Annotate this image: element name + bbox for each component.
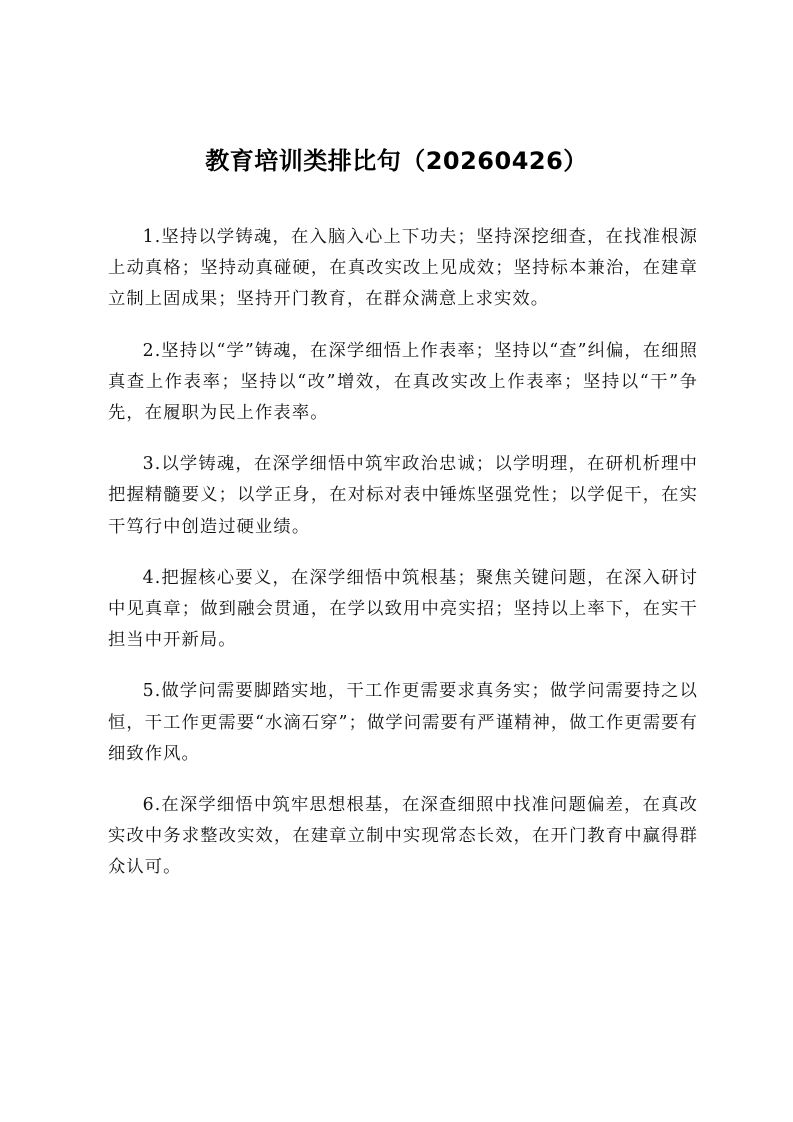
paragraph-5: 5.做学问需要脚踏实地，干工作更需要求真务实；做学问需要持之以恒，干工作更需要“水滴石穿”；做学问需要有严谨精神，做工作更需要有细致作风。 — [108, 681, 698, 764]
paragraph-4: 4.把握核心要义，在深学细悟中筑根基；聚焦关键问题，在深入研讨中见真章；做到融会贯通，在学以致用中亮实招；坚持以上率下，在实干担当中开新局。 — [108, 567, 698, 651]
paragraph-2: 2.坚持以“学”铸魂，在深学细悟上作表率；坚持以“查”纠偏，在细照真查上作表率；坚持以“改”增效，在真改实改上作表率；坚持以“干”争先，在履职为民上作表率。 — [108, 340, 698, 424]
document-title: 教育培训类排比句（20260426） — [205, 147, 588, 175]
paragraph-1: 1.坚持以学铸魂，在入脑入心上下功夫；坚持深挖细查，在找准根源上动真格；坚持动真碰硬，在真改实改上见成效；坚持标本兼治，在建章立制上固成果；坚持开门教育，在群众满意上求实效。 — [108, 227, 698, 310]
paragraph-3: 3.以学铸魂，在深学细悟中筑牢政治忠诚；以学明理，在研机析理中把握精髓要义；以学正身，在对标对表中锤炼坚强党性；以学促干，在实干笃行中创造过硬业绩。 — [108, 454, 698, 537]
document-body — [108, 222, 698, 904]
paragraph-6: 6.在深学细悟中筑牢思想根基，在深查细照中找准问题偏差，在真改实改中务求整改实效，在建章立制中实现常态长效，在开门教育中赢得群众认可。 — [108, 795, 698, 878]
